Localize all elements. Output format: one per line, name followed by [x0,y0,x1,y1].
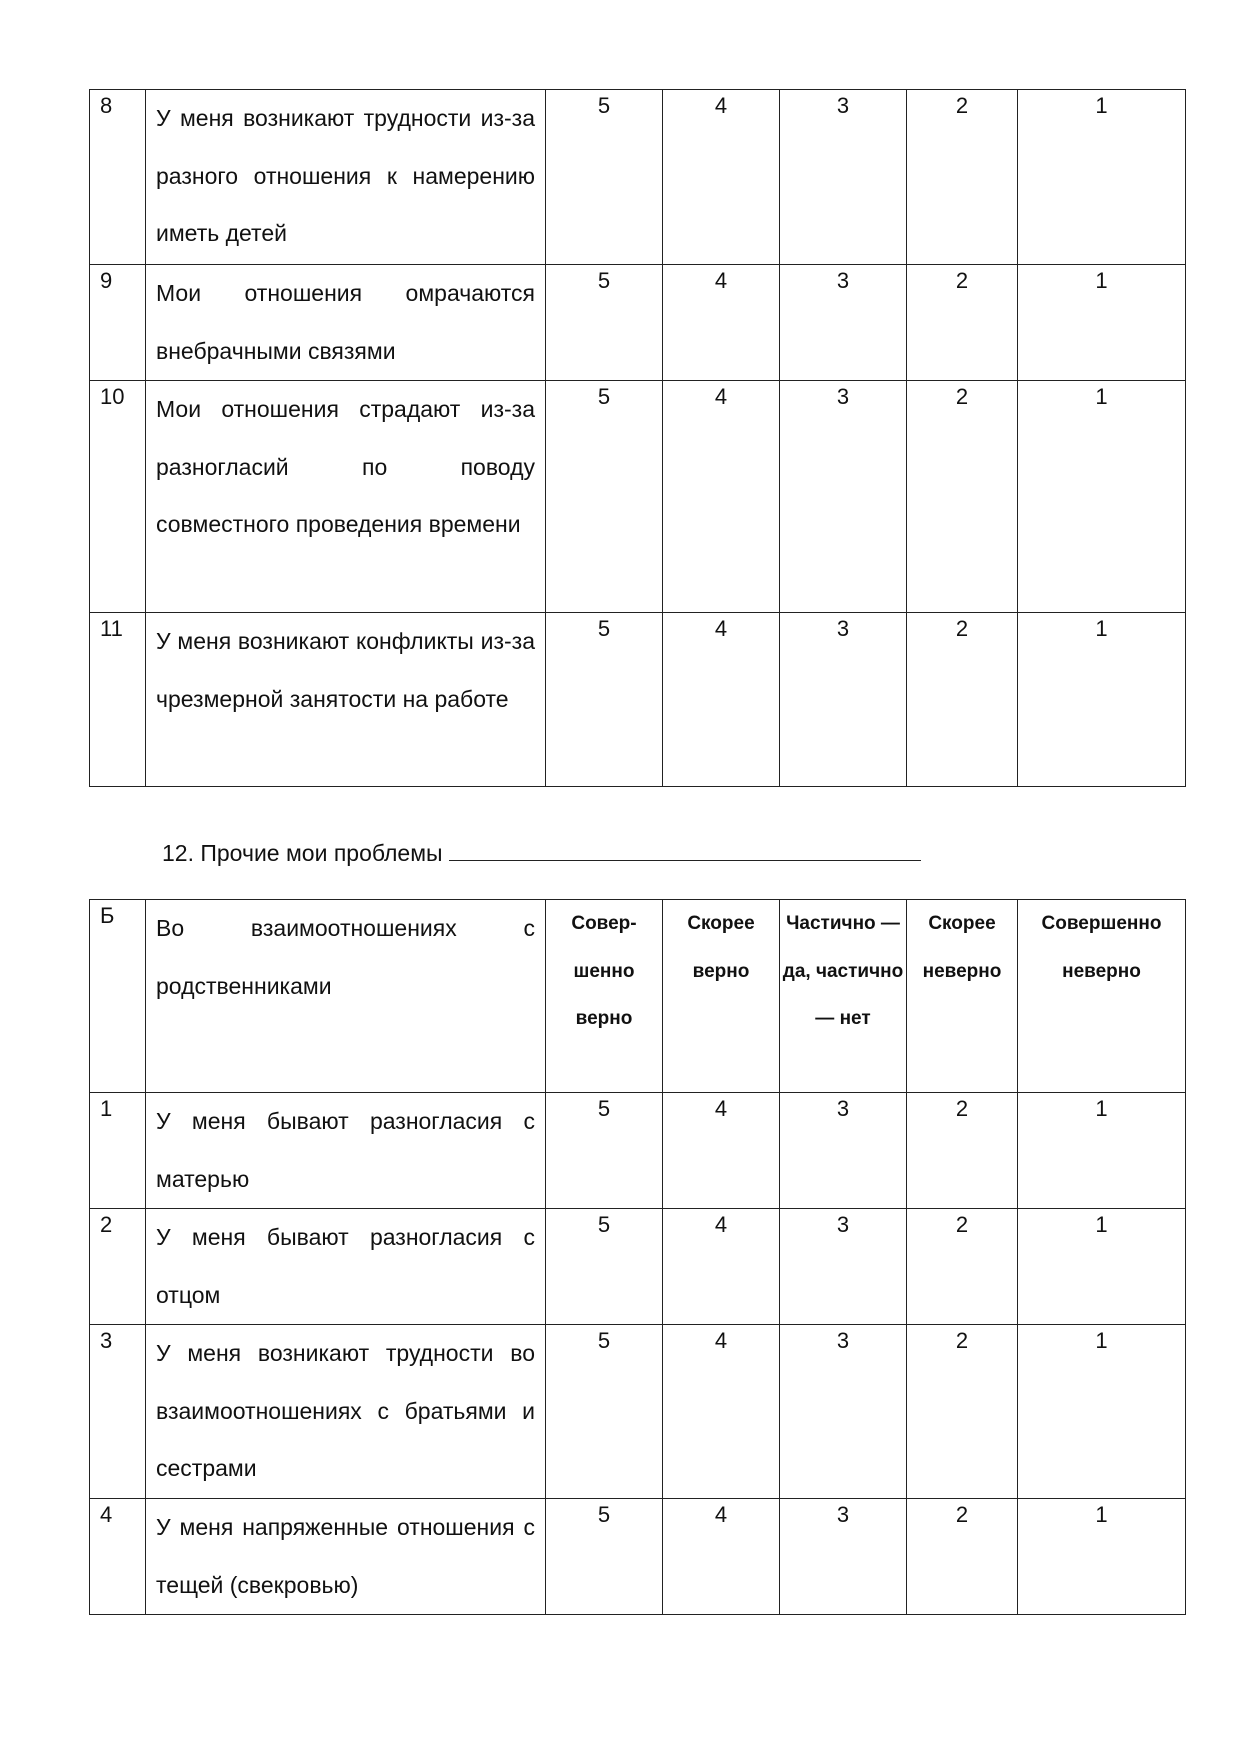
rating-option-2[interactable]: 2 [907,1093,1018,1209]
item-number: 11 [90,613,146,787]
other-problems-line [162,838,921,867]
col-header-completely-false: Совершенно неверно [1018,900,1186,1093]
rating-option-3[interactable]: 3 [780,381,907,613]
col-header-completely-true: Совер-шенно верно [546,900,663,1093]
item-number: 3 [90,1325,146,1499]
rating-option-4[interactable]: 4 [663,1325,780,1499]
rating-option-4[interactable]: 4 [663,381,780,613]
rating-option-1[interactable]: 1 [1018,613,1186,787]
questionnaire-table-relatives [89,899,1186,1615]
item-number: 2 [90,1209,146,1325]
item-number: 8 [90,90,146,265]
rating-option-3[interactable]: 3 [780,265,907,381]
questionnaire-table-top [89,89,1186,787]
item-statement: У меня бывают разногласия с матерью [146,1093,546,1209]
col-header-rather-true: Скорее верно [663,900,780,1093]
table-row [90,381,1186,613]
section-title: Во взаимоотношениях с родственниками [146,900,546,1093]
rating-option-5[interactable]: 5 [546,1325,663,1499]
header-row [90,900,1186,1093]
rating-option-4[interactable]: 4 [663,90,780,265]
rating-option-4[interactable]: 4 [663,265,780,381]
item-number: 10 [90,381,146,613]
rating-option-3[interactable]: 3 [780,1325,907,1499]
rating-option-4[interactable]: 4 [663,1209,780,1325]
rating-option-5[interactable]: 5 [546,613,663,787]
rating-option-2[interactable]: 2 [907,613,1018,787]
rating-option-3[interactable]: 3 [780,1209,907,1325]
item-statement: Мои отношения омрачаются внебрачными связями [146,265,546,381]
rating-option-5[interactable]: 5 [546,1093,663,1209]
rating-option-5[interactable]: 5 [546,90,663,265]
rating-option-3[interactable]: 3 [780,90,907,265]
rating-option-4[interactable]: 4 [663,613,780,787]
rating-option-1[interactable]: 1 [1018,1093,1186,1209]
item-statement: У меня возникают трудности из-за разного отношения к намерению иметь детей [146,90,546,265]
rating-option-5[interactable]: 5 [546,381,663,613]
col-header-partially: Частично — да, частично — нет [780,900,907,1093]
rating-option-3[interactable]: 3 [780,613,907,787]
rating-option-3[interactable]: 3 [780,1499,907,1615]
rating-option-4[interactable]: 4 [663,1093,780,1209]
table-row [90,1499,1186,1615]
col-header-rather-false: Скорее неверно [907,900,1018,1093]
rating-option-2[interactable]: 2 [907,381,1018,613]
item-statement: Мои отношения страдают из-за разногласий по поводу совместного проведения времени [146,381,546,613]
answer-blank-line[interactable] [449,838,921,861]
section-letter: Б [90,900,146,1093]
rating-option-1[interactable]: 1 [1018,265,1186,381]
table-row [90,1325,1186,1499]
rating-option-1[interactable]: 1 [1018,90,1186,265]
rating-option-5[interactable]: 5 [546,265,663,381]
item-number: 9 [90,265,146,381]
rating-option-4[interactable]: 4 [663,1499,780,1615]
rating-option-1[interactable]: 1 [1018,1325,1186,1499]
rating-option-3[interactable]: 3 [780,1093,907,1209]
rating-option-1[interactable]: 1 [1018,1209,1186,1325]
item-statement: У меня бывают разногласия с отцом [146,1209,546,1325]
item-statement: У меня возникают трудности во взаимоотношениях с братьями и сестрами [146,1325,546,1499]
rating-option-5[interactable]: 5 [546,1499,663,1615]
rating-option-5[interactable]: 5 [546,1209,663,1325]
item-number: 1 [90,1093,146,1209]
table-row [90,1209,1186,1325]
item-number: 4 [90,1499,146,1615]
rating-option-2[interactable]: 2 [907,265,1018,381]
rating-option-1[interactable]: 1 [1018,1499,1186,1615]
item-statement: У меня напряженные отношения с тещей (свекровью) [146,1499,546,1615]
rating-option-2[interactable]: 2 [907,1499,1018,1615]
table-row [90,1093,1186,1209]
table-row [90,90,1186,265]
rating-option-2[interactable]: 2 [907,1209,1018,1325]
other-problems-label: 12. Прочие мои проблемы [162,840,443,866]
rating-option-2[interactable]: 2 [907,90,1018,265]
rating-option-2[interactable]: 2 [907,1325,1018,1499]
item-statement: У меня возникают конфликты из-за чрезмерной занятости на работе [146,613,546,787]
table-row [90,265,1186,381]
table-row [90,613,1186,787]
rating-option-1[interactable]: 1 [1018,381,1186,613]
